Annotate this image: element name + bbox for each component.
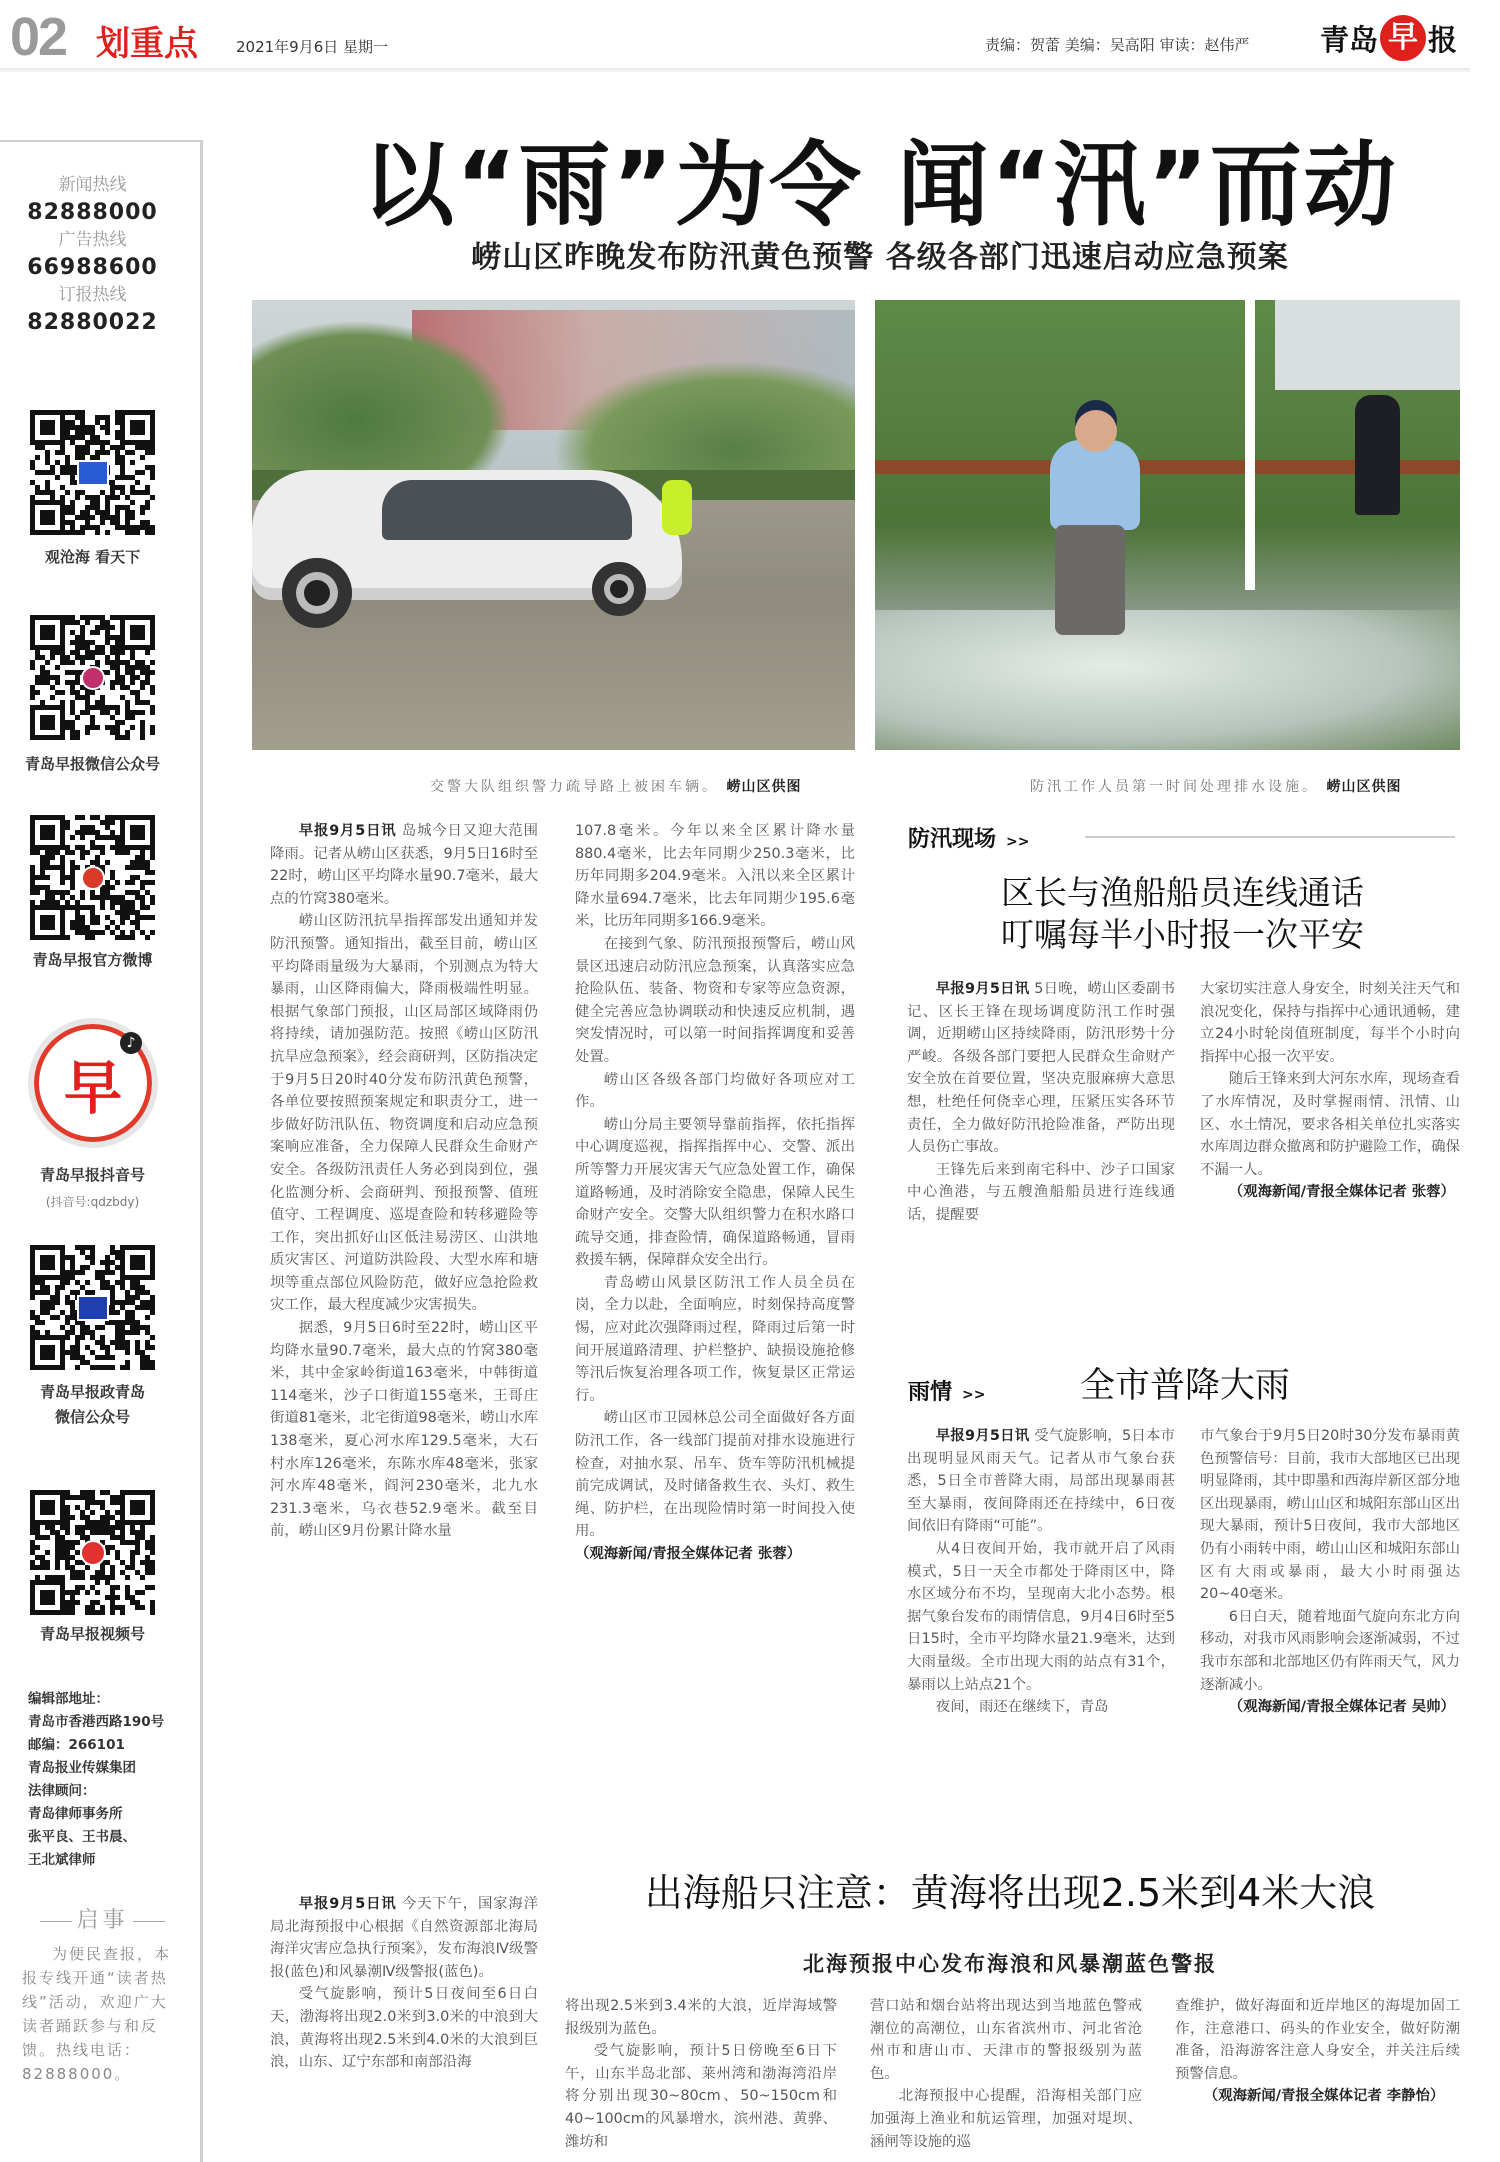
sidebar-top-divider — [0, 140, 200, 142]
notice-title: 启事 — [25, 1903, 180, 1934]
page-number: 02 — [10, 7, 67, 67]
douyin-id: (抖音号:qdzbdy) — [45, 1195, 140, 1209]
caption-text: 交警大队组织警力疏导路上被困车辆。 — [430, 779, 719, 795]
caption-credit: 崂山区供图 — [726, 779, 802, 795]
issue-date: 2021年9月6日 星期一 — [236, 38, 389, 56]
kicker-label: 雨情 — [908, 1380, 953, 1405]
section-kicker — [908, 1375, 985, 1406]
notice-text: 为便民查报，本报专线开通“读者热线”活动，欢迎广大读者踊跃参与和反馈。热线电话：82888000。 — [22, 1945, 172, 2083]
douyin-label: 青岛早报抖音号 — [39, 1166, 145, 1184]
qr-badge-icon — [77, 1295, 109, 1321]
byline: （观海新闻/青报全媒体记者 吴帅） — [1228, 1699, 1455, 1716]
section-rule — [1085, 836, 1455, 838]
section-title: 划重点 — [96, 24, 198, 64]
double-chevron-icon: >> — [1006, 834, 1030, 850]
qr-badge-icon — [81, 666, 105, 690]
legal-line: 编辑部地址： — [28, 1691, 109, 1707]
legal-line: 王北斌律师 — [28, 1852, 96, 1868]
bottom-subheadline: 北海预报中心发布海浪和风暴潮蓝色警报 — [803, 1952, 1217, 1976]
article-column — [575, 820, 855, 1850]
section-kicker — [908, 822, 1029, 853]
double-chevron-icon: >> — [962, 1387, 986, 1403]
logo-text-2: 早 — [1380, 15, 1426, 61]
hotline-number: 66988600 — [27, 255, 158, 280]
article-column — [1200, 1425, 1460, 1845]
photo-flooded-road — [252, 300, 855, 750]
paragraph: 崂山分局主要领导靠前指挥，依托指挥中心调度巡视，指挥指挥中心、交警、派出所等警力开展灾害天气应急处置工作，确保道路畅通，及时消除安全隐患，保障人民生命财产安全。交警大队组织警力在积水路口疏导交通，排查险情，确保道路畅通，冒雨救援车辆，保障群众安全出行。 — [575, 1116, 855, 1269]
photo-caption — [1030, 776, 1401, 796]
photo-caption — [430, 776, 801, 796]
paragraph: 崂山区防汛抗旱指挥部发出通知并发防汛预警。通知指出，截至目前，崂山区平均降雨量级为大暴雨，个别测点为特大暴雨，山区降雨偏大，降雨极端性明显。根据气象部门预报，山区局部区域降雨仍将持续，请加强防范。按照《崂山区防汛抗旱应急预案》，经会商研判，区防指决定于9月5日20时40分发布防汛黄色预警，各单位要按照预案规定和职责分工，进一步做好防汛队伍、物资调度和启动应急预案响应准备，全力保障人民群众生命财产安全。各级防汛责任人务必到岗到位，强化监测分析、会商研判、预报预警、值班值守、工程调度、巡堤查险和转移避险等工作，突出抓好山区低洼易涝区、山洪地质灾害区、河道防洪险段、大型水库和塘坝等重点部位风险防范，做好应急抢险救灾工作，最大程度减少灾害损失。 — [270, 913, 538, 1314]
paragraph: 随后王锋来到大河东水库，现场查看了水库情况，及时掌握雨情、汛情、山区、水土情况，要求各相关单位扎实落实水库周边群众撤离和防护避险工作，确保不漏一人。 — [1200, 1071, 1460, 1178]
hotline-label: 订报热线 — [58, 285, 127, 305]
paragraph: 王锋先后来到南宅科中、沙子口国家中心渔港，与五艘渔船船员进行连线通话，提醒要 — [907, 1161, 1175, 1223]
qr-badge-icon — [77, 460, 109, 486]
caption-credit: 崂山区供图 — [1326, 779, 1402, 795]
byline: （观海新闻/青报全媒体记者 张蓉） — [1228, 1184, 1455, 1201]
paragraph: 查维护，做好海面和近岸地区的海堤加固工作，注意港口、码头的作业安全，做好防潮准备，沿海游客注意人身安全，并关注后续预警信息。 — [1175, 1998, 1460, 2082]
logo-text-3: 报 — [1428, 22, 1458, 57]
article-column — [565, 1995, 837, 2162]
dateline: 早报9月5日讯 — [935, 1428, 1030, 1444]
qr-label: 青岛早报视频号 — [39, 1625, 145, 1643]
editor-credits: 责编：贺蕾 美编：吴高阳 审读：赵伟严 — [985, 36, 1250, 54]
main-headline: 以“雨”为令 闻“汛”而动 — [362, 132, 1398, 239]
qr-code — [30, 1490, 155, 1615]
qr-badge-icon — [80, 1540, 106, 1566]
headline-line: 区长与渔船船员连线通话 — [1001, 873, 1364, 912]
paragraph: 青岛崂山风景区防汛工作人员全员在岗，全力以赴，全面响应，时刻保持高度警惕，应对此次强降雨过程，降雨过后第一时间开展道路清理、护栏整护、缺损设施抢修等汛后恢复治理各项工作，恢复景区正常运行。 — [575, 1274, 855, 1404]
main-subheadline: 崂山区昨晚发布防汛黄色预警 各级各部门迅速启动应急预案 — [471, 240, 1289, 275]
paragraph: 5日晚，崂山区委副书记、区长王锋在现场调度防汛工作时强调，近期崂山区持续降雨，防汛形势十分严峻。各级各部门要把人民群众生命财产安全放在首要位置，坚决克服麻痹大意思想，杜绝任何侥幸心理，压紧压实各环节责任，全力做好防汛抢险准备，严防出现人员伤亡事故。 — [907, 981, 1175, 1156]
legal-line: 法律顾问： — [28, 1783, 96, 1799]
qr-label: 青岛早报官方微博 — [32, 951, 153, 969]
qr-code — [30, 815, 155, 940]
photo-flood-worker — [875, 300, 1460, 750]
qr-label: 青岛早报微信公众号 — [24, 755, 160, 773]
legal-info — [28, 1688, 188, 1872]
paragraph: 今天下午，国家海洋局北海预报中心根据《自然资源部北海局海洋灾害应急执行预案》，发布海浪Ⅳ级警报(蓝色)和风暴潮Ⅳ级警报(蓝色)。 — [270, 1896, 538, 1980]
dateline: 早报9月5日讯 — [935, 981, 1030, 997]
qr-label — [0, 1380, 185, 1430]
paragraph: 受气旋影响，预计5日夜间至6日白天，渤海将出现2.0米到3.0米的中浪到大浪，黄海将出现2.5米到4.0米的大浪到巨浪，山东、辽宁东部和南部沿海 — [270, 1986, 538, 2071]
paragraph: 夜间，雨还在继续下，青岛 — [935, 1699, 1109, 1716]
logo-text-1: 青岛 — [1320, 22, 1379, 57]
tiktok-icon: ♪ — [120, 1032, 142, 1054]
byline: （观海新闻/青报全媒体记者 张蓉） — [575, 1546, 802, 1562]
dateline: 早报9月5日讯 — [298, 1896, 397, 1912]
bottom-headline: 出海船只注意：黄海将出现2.5米到4米大浪 — [644, 1871, 1376, 1915]
kicker-label: 防汛现场 — [908, 827, 997, 852]
article-headline: 全市普降大雨 — [1079, 1366, 1290, 1406]
paragraph: 6日白天，随着地面气旋向东北方向移动，对我市风雨影响会逐渐减弱，不过我市东部和北部地区仍有阵雨天气，风力逐渐减小。 — [1200, 1608, 1460, 1693]
article-headline — [905, 872, 1460, 956]
paragraph: 107.8毫米。今年以来全区累计降水量880.4毫米，比去年同期少250.3毫米，比历年同期多204.9毫米。入汛以来全区累计降水量694.7毫米，比去年同期少195.6毫米，比历年同期多166.9毫米。 — [575, 823, 855, 930]
hotlines — [0, 172, 185, 337]
paragraph: 受气旋影响，5日本市出现明显风雨天气。记者从市气象台获悉，5日全市普降大雨，局部出现暴雨甚至大暴雨，夜间降雨还在持续中，6日夜间依旧有降雨“可能”。 — [907, 1428, 1175, 1535]
paragraph: 营口站和烟台站将出现达到当地蓝色警戒潮位的高潮位，山东省滨州市、河北省沧州市和唐山市、天津市的警报级别为蓝色。 — [870, 1998, 1142, 2082]
article-column — [270, 820, 538, 1850]
legal-line: 邮编：266101 — [28, 1737, 125, 1753]
article-column — [907, 978, 1175, 1308]
legal-line: 张平良、王书晨、 — [28, 1829, 136, 1845]
newspaper-logo — [1320, 14, 1457, 62]
paragraph: 大家切实注意人身安全，时刻关注天气和浪况变化，保持与指挥中心通讯通畅，建立24小时轮岗值班制度，每半个小时向指挥中心报一次平安。 — [1200, 981, 1460, 1065]
paragraph: 崂山区市卫园林总公司全面做好各方面防汛工作，各一线部门提前对排水设施进行检查，对抽水泵、吊车、货车等防汛机械提前完成调试，及时储备救生衣、头灯、救生绳、防护栏，在出现险情时第一时间投入使用。 — [575, 1410, 855, 1540]
dateline: 早报9月5日讯 — [298, 823, 397, 839]
qr-label-line: 青岛早报政青岛 — [39, 1383, 145, 1401]
qr-code — [30, 1245, 155, 1370]
qr-code — [30, 615, 155, 740]
article-column — [1200, 978, 1460, 1308]
paragraph: 据悉，9月5日6时至22时，崂山区平均降水量90.7毫米，最大点的竹窝380毫米，其中金家岭街道163毫米，中韩街道114毫米，沙子口街道155毫米，王哥庄街道81毫米，北宅街道98毫米，崂山水库138毫米，夏心河水库129.5毫米，大石村水库126毫米，东陈水库48毫米，张家河水库48毫米，阎河230毫米，北九水231.3毫米，乌衣巷52.9毫米。截至目前，崂山区9月份累计降水量 — [270, 1320, 538, 1540]
paragraph: 崂山区各级各部门均做好各项应对工作。 — [575, 1071, 855, 1111]
article-column — [270, 1893, 538, 2162]
article-column — [1175, 1995, 1460, 2162]
headline-line: 叮嘱每半小时报一次平安 — [1001, 915, 1364, 954]
legal-line: 青岛报业传媒集团 — [28, 1760, 136, 1776]
paragraph: 在接到气象、防汛预报预警后，崂山风景区迅速启动防汛应急预案，认真落实应急抢险队伍、装备、物资和专家等应急资源，健全完善应急协调联动和快速反应机制，遇突发情况时，可以第一时间指挥调度和妥善处置。 — [575, 935, 855, 1065]
qr-badge-icon — [81, 866, 105, 890]
hotline-number: 82880022 — [27, 310, 158, 335]
paragraph: 受气旋影响，预计5日傍晚至6日下午，山东半岛北部、莱州湾和渤海湾沿岸将分别出现30~80cm、50~150cm和40~100cm的风暴增水，滨州港、黄骅、潍坊和 — [565, 2043, 837, 2150]
hotline-number: 82888000 — [27, 200, 158, 225]
legal-line: 青岛市香港西路190号 — [28, 1714, 165, 1730]
paragraph: 北海预报中心提醒，沿海相关部门应加强海上渔业和航运管理，加强对堤坝、涵闸等设施的巡 — [870, 2088, 1142, 2150]
sidebar-divider — [200, 140, 203, 2162]
douyin-logo — [28, 1018, 158, 1148]
header-divider — [0, 68, 1470, 72]
qr-label-line: 微信公众号 — [54, 1408, 130, 1426]
douyin-logo-char: 早 — [63, 1054, 122, 1122]
paragraph: 将出现2.5米到3.4米的大浪，近岸海域警报级别为蓝色。 — [565, 1998, 837, 2037]
hotline-label: 广告热线 — [58, 230, 127, 250]
paragraph: 岛城今日又迎大范围降雨。记者从崂山区获悉，9月5日16时至22时，崂山区平均降水量90.7毫米，最大点的竹窝380毫米。 — [270, 823, 538, 907]
legal-line: 青岛律师事务所 — [28, 1806, 123, 1822]
hotline-label: 新闻热线 — [58, 175, 127, 195]
article-column — [870, 1995, 1142, 2162]
qr-code — [30, 410, 155, 535]
qr-label: 观沧海 看天下 — [44, 548, 141, 566]
caption-text: 防汛工作人员第一时间处理排水设施。 — [1030, 779, 1319, 795]
byline: （观海新闻/青报全媒体记者 李静怡） — [1203, 2088, 1445, 2105]
paragraph: 市气象台于9月5日20时30分发布暴雨黄色预警信号：目前，我市大部地区已出现明显降雨，其中即墨和西海岸新区部分地区出现暴雨，崂山山区和城阳东部山区出现大暴雨，预计5日夜间，我市大部地区仍有小雨转中雨，崂山山区和城阳东部山区有大雨或暴雨，最大小时雨强达20~40毫米。 — [1200, 1428, 1460, 1603]
paragraph: 从4日夜间开始，我市就开启了风雨模式，5日一天全市都处于降雨区中，降水区域分布不均，呈现南大北小态势。根据气象台发布的雨情信息，9月4日6时至5日15时，全市平均降水量21.9毫米，达到大雨量级。全市出现大雨的站点有31个，暴雨以上站点21个。 — [907, 1540, 1175, 1693]
article-column — [907, 1425, 1175, 1845]
